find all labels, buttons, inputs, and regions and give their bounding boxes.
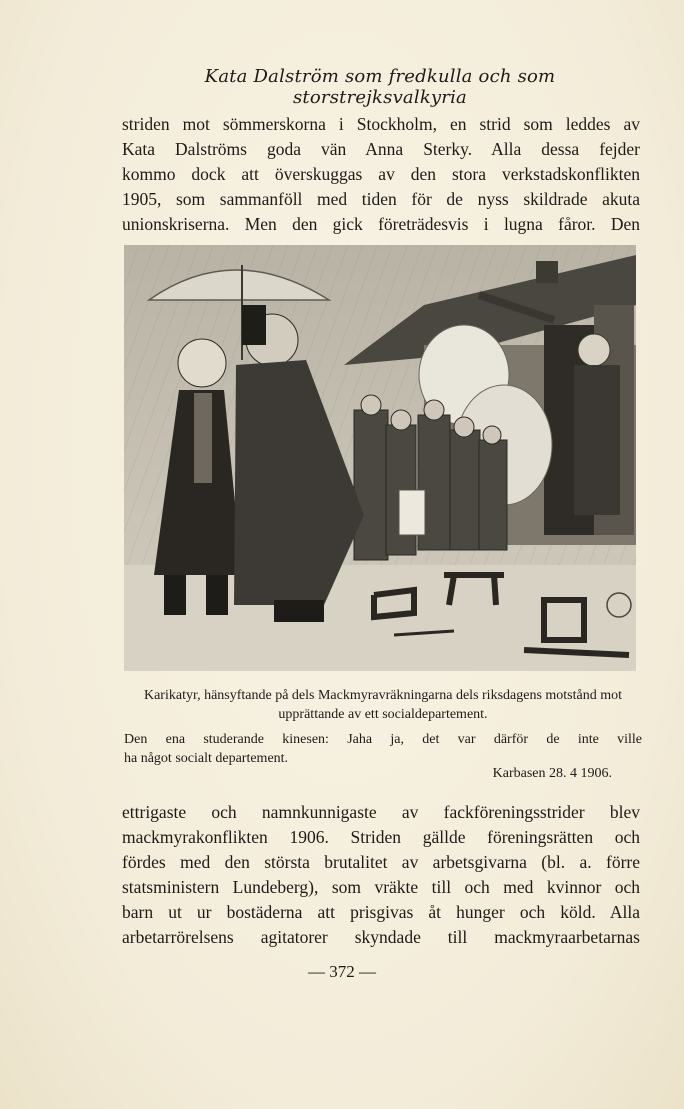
paragraph-bottom — [122, 800, 640, 950]
text-line: ettrigaste och namnkunnigaste av fackföreningsstrider blev — [122, 802, 640, 822]
text-line: statsministern Lundeberg), som vräkte till och med kvinnor och — [122, 877, 640, 897]
caption-line: ha något socialt departement. — [124, 751, 289, 766]
text-line: barn ut ur bostäderna att prisgivas åt hunger och köld. Alla — [122, 902, 640, 922]
text-line: fördes med den största brutalitet av arbetsgivarna (bl. a. förre — [122, 852, 640, 872]
text-line: 1905, som sammanföll med tiden för de nyss skildrade akuta — [122, 189, 640, 209]
paragraph-top — [122, 112, 640, 237]
caption-title: Karikatyr, hänsyftande på dels Mackmyravräkningarna dels riksdagens motstånd mot upprättande av ett socialdepartement. — [143, 688, 623, 722]
text-line: striden mot sömmerskorna i Stockholm, en strid som leddes av — [122, 114, 640, 134]
text-line: arbetarrörelsens agitatorer skyndade till mackmyraarbetarnas — [122, 927, 640, 947]
text-line: Kata Dalströms goda vän Anna Sterky. Alla dessa fejder — [122, 139, 640, 159]
running-head: Kata Dalström som fredkulla och som storstrejksvalkyria — [204, 66, 556, 108]
text-line: unionskriserna. Men den gick företrädesvis i lugna fåror. Den — [122, 214, 640, 234]
text-line: kommo dock att överskuggas av den stora verkstadskonflikten — [122, 164, 640, 184]
caricature-illustration — [124, 245, 636, 671]
text-line: mackmyrakonflikten 1906. Striden gällde föreningsrätten och — [122, 827, 640, 847]
caption-source: Karbasen 28. 4 1906. — [492, 766, 612, 781]
caption-line: Den ena studerande kinesen: Jaha ja, det var därför de inte ville — [124, 732, 642, 747]
page-number: — 372 — — [308, 962, 376, 981]
caption-quote — [124, 730, 642, 768]
